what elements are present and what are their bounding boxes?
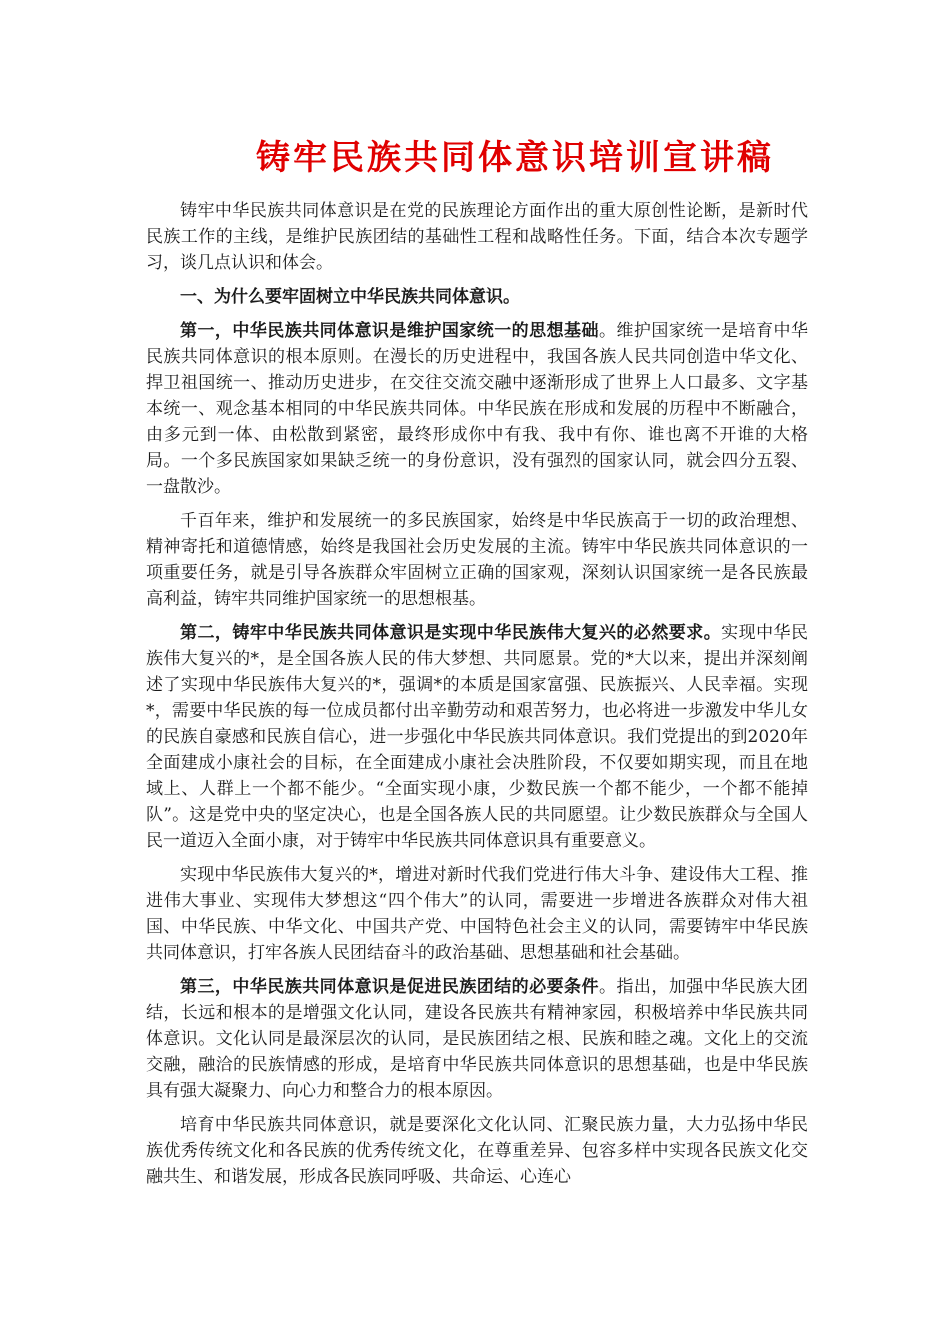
document-page xyxy=(146,128,808,1198)
paragraph-culture: 培育中华民族共同体意识，就是要深化文化认同、汇聚民族力量，大力弘扬中华民族优秀传统文化和各民族的优秀传统文化，在尊重差异、包容多样中实现各民族文化交融共生、和谐发展，形成各民族同呼吸、共命运、心连心 xyxy=(146,1115,808,1187)
intro-paragraph: 铸牢中华民族共同体意识是在党的民族理论方面作出的重大原创性论断，是新时代民族工作的主线，是维护民族团结的基础性工程和战略性任务。下面，结合本次专题学习，谈几点认识和体会。 xyxy=(146,201,808,273)
section-heading: 一、为什么要牢固树立中华民族共同体意识。 xyxy=(180,287,520,307)
paragraph-text: 。指出，加强中华民族大团结，长远和根本的是增强文化认同，建设各民族共有精神家园，积极培养中华民族共同体意识。文化认同是最深层次的认同，是民族团结之根、民族和睦之魂。文化上的交流交融，融洽的民族情感的形成，是培育中华民族共同体意识的思想基础，也是中华民族具有强大凝聚力、向心力和整合力的根本原因。 xyxy=(146,977,809,1101)
paragraph-text: 实现中华民族伟大复兴的*，是全国各族人民的伟大梦想、共同愿景。党的*大以来，提出并深刻阐述了实现中华民族伟大复兴的*，强调*的本质是国家富强、民族振兴、人民幸福。实现*，需要中华民族的每一位成员都付出辛勤劳动和艰苦努力，也必将进一步激发中华儿女的民族自豪感和民族自信心，进一步强化中华民族共同体意识。我们党提出的到2020年全面建成小康社会的目标，在全面建成小康社会决胜阶段，不仅要如期实现，而且在地域上、人群上一个都不能少。“全面实现小康，少数民族一个都不能少，一个都不能掉队”。这是党中央的坚定决心，也是全国各族人民的共同愿望。让少数民族群众与全国人民一道迈入全面小康，对于铸牢中华民族共同体意识具有重要意义。 xyxy=(146,623,809,851)
paragraph-third-point xyxy=(146,974,808,1104)
point-lead: 第三，中华民族共同体意识是促进民族团结的必要条件 xyxy=(180,977,599,997)
point-lead: 第一，中华民族共同体意识是维护国家统一的思想基础 xyxy=(180,321,599,341)
paragraph-first-point xyxy=(146,318,808,500)
paragraph-rejuvenation: 实现中华民族伟大复兴的*，增进对新时代我们党进行伟大斗争、建设伟大工程、推进伟大事业、实现伟大梦想这“四个伟大”的认同，需要进一步增进各族群众对伟大祖国、中华民族、中华文化、中国共产党、中国特色社会主义的认同，需要铸牢中华民族共同体意识，打牢各族人民团结奋斗的政治基础、思想基础和社会基础。 xyxy=(146,865,808,963)
document-title: 铸牢民族共同体意识培训宣讲稿 xyxy=(256,138,774,178)
paragraph-text: 。维护国家统一是培育中华民族共同体意识的根本原则。在漫长的历史进程中，我国各族人民共同创造中华文化、捍卫祖国统一、推动历史进步，在交往交流交融中逐渐形成了世界上人口最多、文字基本统一、观念基本相同的中华民族共同体。中华民族在形成和发展的历程中不断融合，由多元到一体、由松散到紧密，最终形成你中有我、我中有你、谁也离不开谁的大格局。一个多民族国家如果缺乏统一的身份意识，没有强烈的国家认同，就会四分五裂、一盘散沙。 xyxy=(146,321,809,497)
paragraph-unity: 千百年来，维护和发展统一的多民族国家，始终是中华民族高于一切的政治理想、精神寄托和道德情感，始终是我国社会历史发展的主流。铸牢中华民族共同体意识的一项重要任务，就是引导各族群众牢固树立正确的国家观，深刻认识国家统一是各民族最高利益，铸牢共同维护国家统一的思想根基。 xyxy=(146,511,808,609)
paragraph-second-point xyxy=(146,620,808,854)
point-lead: 第二，铸牢中华民族共同体意识是实现中华民族伟大复兴的必然要求。 xyxy=(180,623,722,643)
